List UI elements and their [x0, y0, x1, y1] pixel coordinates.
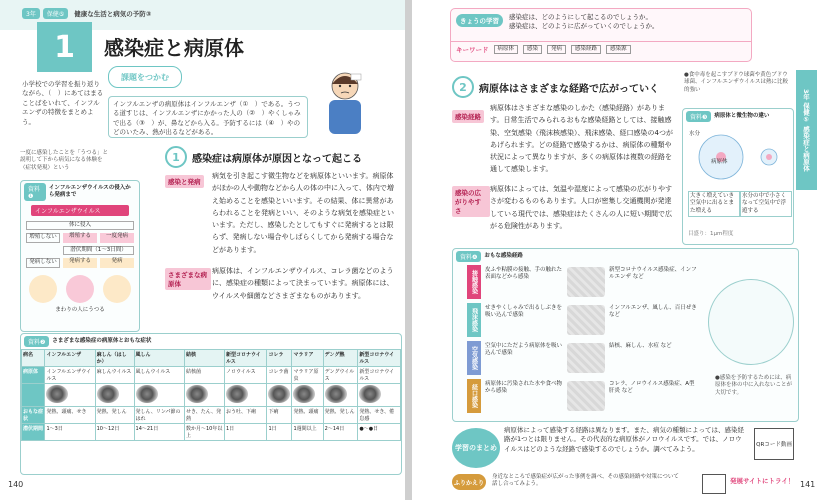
micrograph-image	[97, 385, 119, 403]
flow-item: まわりの人にうつる	[55, 306, 105, 313]
route-desc: せきやくしゃみで出るしぶきを吸い込んで感染	[485, 305, 563, 319]
table-header: デング熱	[323, 350, 358, 367]
table-cell: 発熱、発しん	[323, 407, 358, 424]
route-desc: 皮ふや粘膜の接触、手の触れた表面などから感染	[485, 267, 563, 281]
table-row	[22, 424, 401, 441]
child-illustration	[103, 275, 131, 303]
route-example: コレラ、ノロウイルス感染症、A型肝炎 など	[609, 381, 695, 395]
table-cell: 1日	[267, 424, 292, 441]
table-cell: 1日	[224, 424, 267, 441]
unit-chip: 保健⑤	[43, 8, 68, 19]
route-name: 飛沫感染	[467, 303, 481, 337]
flow-item: 発病する	[63, 258, 97, 267]
table-cell: 発熱、発しん	[95, 407, 134, 424]
keyword: 発病	[547, 45, 566, 54]
route-name: 接触感染	[467, 265, 481, 299]
route-example: 結核、麻しん、水痘 など	[609, 343, 672, 349]
right-page	[412, 0, 817, 500]
table-row	[22, 367, 401, 384]
row-header: 病原体	[22, 367, 45, 384]
furikaeri-label: ふりかえり	[452, 474, 486, 490]
shiryo4-title: おもな感染経路	[484, 252, 523, 259]
table-header: コレラ	[267, 350, 292, 367]
table-cell: おう吐、下痢	[224, 407, 267, 424]
diagram-label: 病原体	[711, 159, 728, 165]
table-cell: 10〜12日	[95, 424, 134, 441]
breadcrumb: 健康な生活と病気の予防③	[74, 10, 152, 18]
table-cell: デングウイルス	[323, 367, 358, 384]
route-item	[467, 341, 702, 377]
table-header: インフルエンザ	[45, 350, 95, 367]
flow-item: 増殖する	[63, 233, 97, 242]
table-cell: 発熱、せき、倦怠感	[358, 407, 401, 424]
micrograph-row	[22, 384, 401, 407]
shiryo2-panel	[20, 333, 402, 475]
section2-tag: 感染経路	[452, 110, 484, 123]
keyword: 感染源	[606, 45, 631, 54]
kadai-box: インフルエンザの病原体はインフルエンザ（① ）である。うつる道すじは、インフルエンザにかかった人の（② ）やくしゃみで出る（③ ）が、鼻などから入る。予防するには（④ ）やのどのいたみ、熱が出るなどがある。	[108, 96, 308, 138]
micrograph-image	[268, 385, 290, 403]
table-header-row	[22, 350, 401, 367]
unit-tags	[22, 8, 151, 19]
diagram-caption: 水分の中で小さくなって空気中で浮遊する	[740, 191, 792, 217]
diagram-caption: 大きく増えていき空気中に出るとまた増える	[688, 191, 740, 217]
infection-cycle-diagram	[708, 279, 794, 365]
route-illustration	[567, 343, 605, 373]
keyword-row	[456, 45, 631, 54]
today-label: きょうの学習	[456, 14, 503, 27]
micrograph-image	[46, 385, 68, 403]
micrograph-image	[186, 385, 208, 403]
table-cell: 発しん、リンパ節のはれ	[134, 407, 184, 424]
section2-title: 病原体はさまざまな経路で広がっていく	[479, 83, 659, 95]
micrograph-image	[226, 385, 248, 403]
page-number-left: 140	[8, 480, 24, 489]
shiryo1-label: 資料❶	[24, 183, 46, 201]
gutter	[405, 0, 412, 500]
table-cell: ノロウイルス	[224, 367, 267, 384]
section1-number: 1	[165, 146, 187, 168]
summary-text: 病原体によって感染する経路は異なります。また、病気の種類によっては、感染経路が1つとは限りません。その代表的な病原体がノロウイルスです。では、ノロウイルスはどのような経路で感染するのでしょうか。調べてみよう。	[504, 426, 744, 453]
route-name: 空気感染	[467, 341, 481, 375]
routes-list	[467, 265, 702, 417]
table-header: 風しん	[134, 350, 184, 367]
diagram-scale: 目盛り：1μm程度	[688, 231, 734, 237]
table-cell: せき、たん、発熱	[184, 407, 224, 424]
droplet-diagram	[691, 127, 786, 187]
table-header: 病名	[22, 350, 45, 367]
route-item	[467, 303, 702, 339]
table-cell: 数か月〜10年以上	[184, 424, 224, 441]
section2-text-a: 病原体はさまざまな感染のしかた（感染経路）があります。日常生活でみられるおもな感染経路としては、接触感染、空気感染（飛沫核感染）、飛沫感染、経口感染の4つがあげられます。どの経路で感染するかは、病原体の種類や状況によって異なりますが、多くの病原体は複数の経路を通して感染します。	[490, 104, 673, 174]
keyword: 感染経路	[571, 45, 601, 54]
shiryo3-title: 病原体と微生物の違い	[714, 112, 770, 119]
micrograph-image	[293, 385, 315, 403]
shiryo3-panel	[682, 108, 794, 245]
disease-table	[21, 349, 401, 441]
route-item	[467, 265, 702, 301]
table-cell: 結核菌	[184, 367, 224, 384]
grade-chip: 3年	[22, 8, 40, 19]
section1-tag: さまざまな病原体	[165, 268, 211, 290]
section1-tag: 感染と発病	[165, 175, 204, 188]
page-number-right: 141	[800, 480, 816, 489]
shiryo4-label: 資料❹	[456, 251, 481, 262]
row-header: おもな症状	[22, 407, 45, 424]
flow-item: 体に侵入	[26, 221, 134, 230]
row-header: 潜伏期間	[22, 424, 45, 441]
furikaeri-text: 身近なところで感染症が広がった事例を調べ、その感染経路や対策について話し合ってみよう。	[492, 474, 679, 488]
summary-label: 学習のまとめ	[452, 428, 500, 468]
left-page	[0, 0, 405, 500]
micrograph-image	[359, 385, 381, 403]
right-side-note: ●食中毒を起こすブドウ球菌や黄色ブドウ球菌、インフルエンザウイルスは熱に比較的強い	[684, 72, 788, 93]
table-cell: 新型コロナウイルス	[358, 367, 401, 384]
table-header: 結核	[184, 350, 224, 367]
table-cell: インフルエンザウイルス	[45, 367, 95, 384]
shiryo2-label: 資料❷	[24, 336, 49, 347]
today-item: 感染症は、どのようにして起こるのでしょうか。	[509, 13, 652, 21]
flow-item: 潜伏期間（1〜3日間）	[63, 246, 134, 255]
qr-code[interactable]: QRコード動画	[754, 428, 794, 460]
section1-text-a: 病気を引き起こす微生物などを病原体といいます。病原体がほかの人や動物などから人の体の中に入って、体内で増え始めることを感染といいます。その結果、体に異常があらわれることを発病といい、そのような病気を感染症といいます。ただし、感染したとしてもすぐに発病するとは限らず、発病しない場合やしばらくしてから発病する場合などがあります。	[212, 172, 394, 254]
shiryo4-panel	[452, 248, 799, 422]
route-name: 経口感染	[467, 379, 481, 413]
lesson-title: 感染症と病原体	[104, 36, 244, 60]
table-header: マラリア	[292, 350, 323, 367]
lesson-number: 1	[37, 22, 92, 72]
table-cell: 1〜3日	[45, 424, 95, 441]
table-cell: 発熱、頭痛、せき	[45, 407, 95, 424]
section1-heading	[165, 146, 362, 168]
micrograph-image	[325, 385, 347, 403]
section2-number: 2	[452, 76, 474, 98]
today-item: 感染症は、どのように広がっていくのでしょうか。	[509, 22, 659, 31]
route-illustration	[567, 267, 605, 297]
section2-text-b: 病原体によっては、気温や湿度によって感染の広がりやすさが変わるものもあります。人口が密集し交通機関が発達している現代では、感染症はたくさんの人に短い期間で広がる危険性があります。	[490, 185, 672, 230]
today-items	[509, 13, 744, 32]
child-illustration	[66, 275, 94, 303]
route-example: 新型コロナウイルス感染症、インフルエンザ など	[609, 267, 697, 281]
keyword: 感染	[523, 45, 542, 54]
route-example: インフルエンザ、風しん、百日ぜき など	[609, 305, 697, 319]
shiryo1-panel	[20, 180, 140, 332]
route-side-note: ●感染を予防するためには、病原体を体の中に入れないことが大切です。	[715, 375, 793, 396]
route-illustration	[567, 381, 605, 411]
route-desc: 病原体に汚染された水や食べ物から感染	[485, 381, 563, 395]
child-illustration	[29, 275, 57, 303]
keyword-label: キーワード	[456, 46, 489, 55]
table-cell: 風しんウイルス	[134, 367, 184, 384]
table-header: 麻しん（はしか）	[95, 350, 134, 367]
keyword: 病原体	[494, 45, 519, 54]
challenge-link[interactable]: 発展サイトにトライ！	[730, 477, 795, 485]
table-cell: ●〜●日	[358, 424, 401, 441]
section2-heading	[452, 76, 659, 98]
side-note: 一度に感染したことを「うつる」と説明して下から病気になる体験を（症状発現）という	[20, 150, 109, 171]
flow-item: 増殖しない	[26, 233, 60, 242]
table-cell: 2〜14日	[323, 424, 358, 441]
shiryo1-title: インフルエンザウイルスの侵入から発病まで	[48, 184, 131, 198]
vertical-chapter-tab: 3年 保健⑤ 感染症と病原体	[796, 70, 817, 190]
shiryo3-label: 資料❸	[686, 111, 711, 122]
flow-item: 一度発病	[100, 233, 134, 242]
sick-person-illustration	[315, 68, 375, 134]
table-header: 新型コロナウイルス	[224, 350, 267, 367]
intro-text: 小学校での学習を振り返りながら、（ ）にあてはまることばをいれて、インフルエンザの特徴をまとめよう。	[22, 80, 104, 126]
table-cell: 麻しんウイルス	[95, 367, 134, 384]
flow-item: 発病しない	[26, 258, 60, 267]
route-item	[467, 379, 702, 415]
flow-item: 発病	[100, 258, 134, 267]
today-learning-box	[450, 8, 752, 62]
table-cell: 14〜21日	[134, 424, 184, 441]
section1-title: 感染症は病原体が原因となって起こる	[192, 153, 362, 165]
table-cell: コレラ菌	[267, 367, 292, 384]
section2-tag: 感染の広がりやすさ	[452, 186, 490, 217]
diagram-label: 水分	[689, 131, 701, 137]
shiryo2-title: さまざまな感染症の病原体とおもな症状	[52, 337, 152, 344]
table-cell: マラリア原虫	[292, 367, 323, 384]
micrograph-image	[136, 385, 158, 403]
table-header: 新型コロナウイルス	[358, 350, 401, 367]
table-cell: 下痢	[267, 407, 292, 424]
section1-text-b: 病原体は、インフルエンザウイルス、コレラ菌などのように、感染症の種類によって決まっています。病原体には、ウイルスや細菌などさまざまなものがあります。	[212, 267, 394, 300]
route-illustration	[567, 305, 605, 335]
table-cell: 1週間以上	[292, 424, 323, 441]
table-cell: 発熱、頭痛	[292, 407, 323, 424]
kadai-label: 課題をつかむ	[108, 66, 182, 88]
qr-code-small[interactable]	[702, 474, 726, 494]
route-desc: 空気中にただよう病原体を吸い込んで感染	[485, 343, 563, 357]
flu-virus-label: インフルエンザウイルス	[31, 205, 129, 216]
table-row	[22, 407, 401, 424]
